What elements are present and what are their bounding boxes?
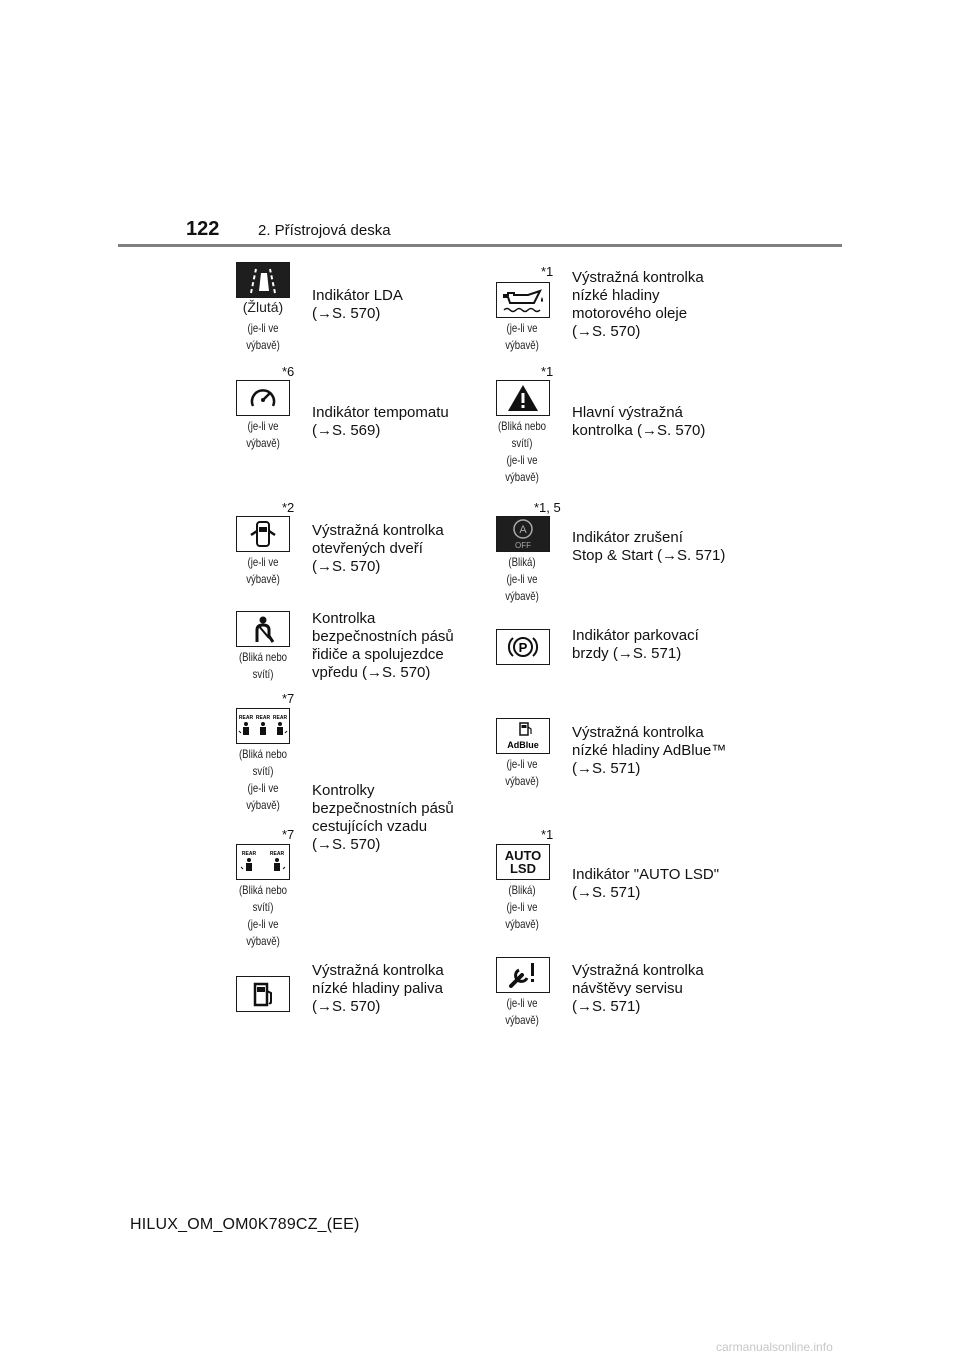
oil-pressure-icon [496,282,550,318]
auto-lsd-icon [496,844,550,880]
svg-text:A: A [519,524,527,536]
watermark: carmanualsonline.info [716,1340,833,1354]
footnote-mark: *7 [282,691,295,706]
seatbelt-icon [236,611,290,647]
desc-door: Výstražná kontrolka otevřených dveří (→S. 570) [312,522,444,575]
note-optional: (je-li ve výbavě) [246,321,280,352]
note-optional: (je-li ve výbavě) [246,419,280,450]
cruise-control-icon [236,380,290,416]
desc-rear-seatbelt: Kontrolky bezpečnostních pásů cestujících vzadu (→S. 570) [312,782,454,853]
service-reminder-icon [496,957,550,993]
desc-master: Hlavní výstražná kontrolka (→S. 570) [572,404,706,439]
desc-seatbelt: Kontrolka bezpečnostních pásů řidiče a spolujezdce vpředu (→S. 570) [312,610,454,681]
desc-adblue: Výstražná kontrolka nízké hladiny AdBlue™ (→S. 571) [572,724,727,777]
note-optional: (je-li ve výbavě) [246,555,280,586]
footnote-mark: *1 [541,264,554,279]
rear-label: REAR [241,851,257,857]
door-open-icon [236,516,290,552]
desc-parking: Indikátor parkovací brzdy (→S. 571) [572,627,699,662]
adblue-label: AdBlue [507,740,539,750]
desc-oil: Výstražná kontrolka nízké hladiny motorového oleje (→S. 570) [572,269,704,340]
note-flash-optional: (Bliká) (je-li ve výbavě) [505,555,539,603]
desc-auto-lsd: Indikátor "AUTO LSD" (→S. 571) [572,866,720,901]
note-optional: (je-li ve výbavě) [505,996,539,1027]
rear-label: REAR [269,851,285,857]
rear-seatbelt-3-icon [236,708,290,744]
desc-fuel: Výstražná kontrolka nízké hladiny paliva (→S. 570) [312,962,444,1015]
note-yellow: (Žlutá) [242,299,284,315]
note-flash-optional: (Bliká nebo svítí) (je-li ve výbavě) [238,747,288,812]
note-flash-optional: (Bliká nebo svítí) (je-li ve výbavě) [238,883,288,948]
rear-label: REAR [272,715,288,721]
section-title: 2. Přístrojová deska [258,222,391,239]
footnote-mark: *6 [282,364,295,379]
rear-label: REAR [255,715,271,721]
footnote-mark: *2 [282,500,295,515]
note-optional: (je-li ve výbavě) [505,757,539,788]
desc-lda: Indikátor LDA (→S. 570) [312,287,403,322]
desc-service: Výstražná kontrolka návštěvy servisu (→S. 571) [572,962,704,1015]
footnote-mark: *1 [541,827,554,842]
footnote-mark: *1 [541,364,554,379]
desc-cruise: Indikátor tempomatu (→S. 569) [312,404,449,439]
low-fuel-icon [236,976,290,1012]
master-warning-icon [496,380,550,416]
note-optional: (je-li ve výbavě) [505,321,539,352]
rear-label: REAR [238,715,254,721]
note-flash: (Bliká nebo svítí) [238,650,288,681]
footnote-mark: *7 [282,827,295,842]
desc-stop-start: Indikátor zrušení Stop & Start (→S. 571) [572,529,726,564]
stop-start-off-icon [496,516,550,552]
note-flash-optional: (Bliká) (je-li ve výbavě) [505,883,539,931]
off-label: OFF [515,541,531,550]
document-code: HILUX_OM_OM0K789CZ_(EE) [130,1216,360,1233]
page-number: 122 [186,218,220,240]
parking-brake-icon [496,629,550,665]
footnote-mark: *1, 5 [534,500,561,515]
adblue-icon [496,718,550,754]
rear-seatbelt-2-icon [236,844,290,880]
header-divider [118,244,842,247]
lda-icon [236,262,290,298]
svg-text:P: P [518,640,528,655]
auto-lsd-label: AUTO LSD [504,848,542,876]
note-flash-optional: (Bliká nebo svítí) (je-li ve výbavě) [497,419,547,484]
